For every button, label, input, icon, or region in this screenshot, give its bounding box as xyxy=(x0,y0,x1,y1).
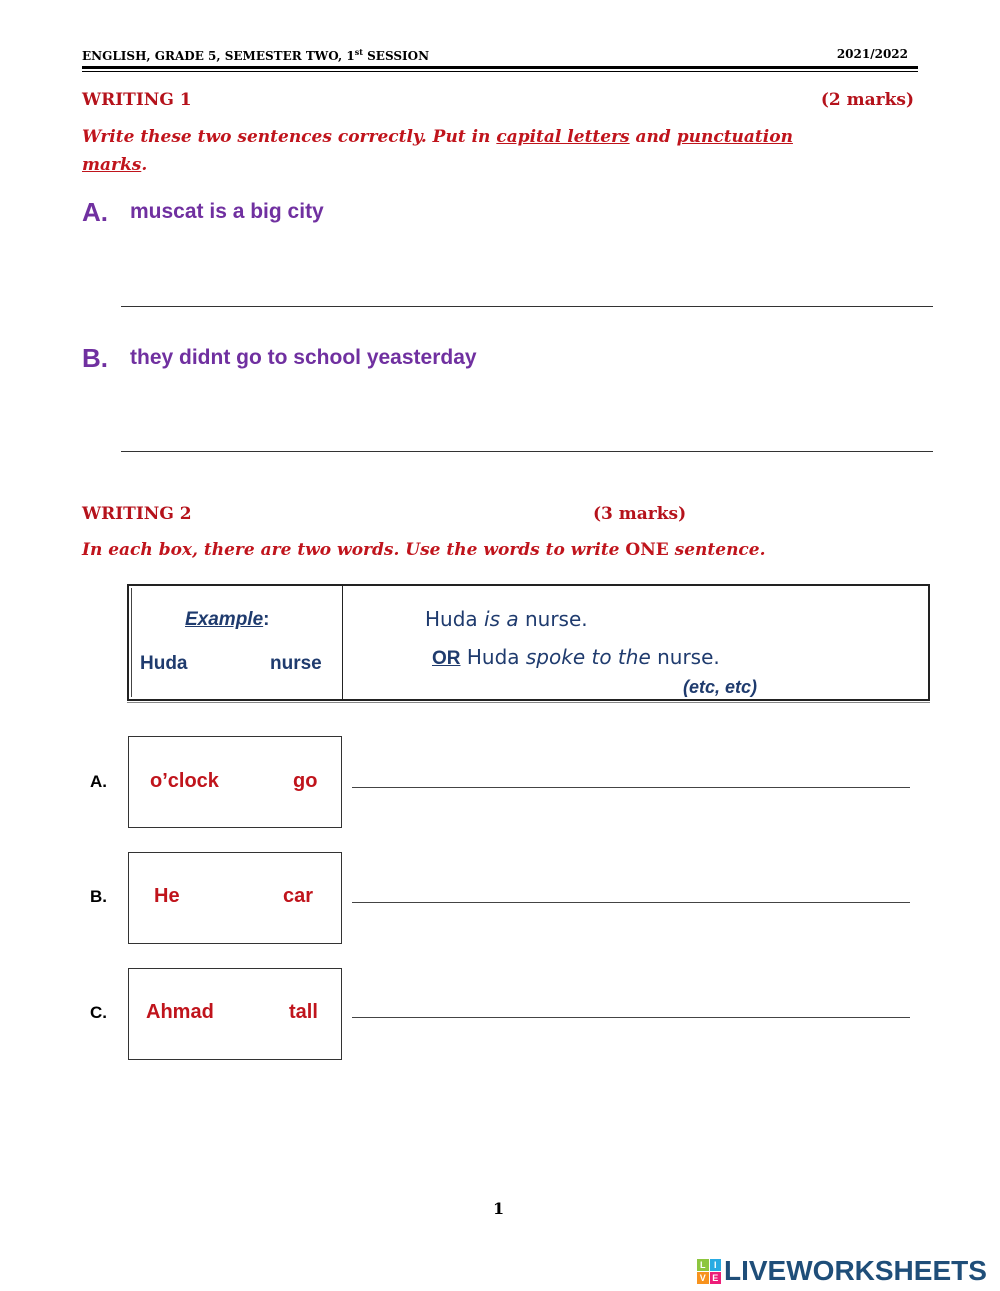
example-word2: nurse xyxy=(270,653,322,674)
question-c-letter: C. xyxy=(90,1003,107,1022)
example-word1: Huda xyxy=(140,653,188,674)
item-a-letter: A. xyxy=(82,197,108,227)
example-label: Example: xyxy=(185,609,270,630)
item-a-sentence: muscat is a big city xyxy=(130,200,324,223)
item-b-sentence: they didnt go to school yeasterday xyxy=(130,346,477,369)
question-c-word2: tall xyxy=(289,1001,318,1023)
question-b-answer-line[interactable] xyxy=(352,902,910,903)
example-divider xyxy=(342,584,343,701)
writing1-title: WRITING 1 xyxy=(82,90,192,110)
logo-tile-e: E xyxy=(710,1272,722,1284)
liveworksheets-logo[interactable] xyxy=(697,1255,987,1287)
header-rule-thin xyxy=(82,71,918,72)
writing2-marks: (3 marks) xyxy=(593,504,687,524)
logo-text: LIVEWORKSHEETS xyxy=(724,1255,987,1286)
question-b-word1: He xyxy=(154,885,180,907)
question-c-word1: Ahmad xyxy=(146,1001,214,1023)
question-b-letter: B. xyxy=(90,887,107,906)
logo-tile-v: V xyxy=(697,1272,709,1284)
item-a-answer-line[interactable] xyxy=(121,306,933,307)
example-sentence-2: OR Huda spoke to the nurse. xyxy=(432,645,720,669)
writing2-instruction: In each box, there are two words. Use the words to write ONE sentence. xyxy=(82,540,766,560)
header-subject: ENGLISH, GRADE 5, SEMESTER TWO, 1st SESSION xyxy=(82,47,430,63)
example-bottom-shadow xyxy=(127,702,930,703)
item-b-letter: B. xyxy=(82,343,108,373)
item-b-answer-line[interactable] xyxy=(121,451,933,452)
example-table xyxy=(127,584,930,701)
question-a-answer-line[interactable] xyxy=(352,787,910,788)
question-a-word1: o’clock xyxy=(150,770,219,792)
example-etc: (etc, etc) xyxy=(683,677,758,697)
question-b-word2: car xyxy=(283,885,314,907)
question-a-word2: go xyxy=(293,770,318,792)
writing2-title: WRITING 2 xyxy=(82,504,192,524)
logo-tile-i: I xyxy=(710,1259,722,1271)
writing1-instruction: Write these two sentences correctly. Put in capital letters and punctuation marks. xyxy=(82,127,793,175)
writing1-marks: (2 marks) xyxy=(820,90,914,110)
header-rule xyxy=(82,66,918,69)
logo-tile-l: L xyxy=(697,1259,709,1271)
header-year: 2021/2022 xyxy=(836,47,908,61)
example-sentence-1: Huda is a nurse. xyxy=(425,607,588,631)
question-a-letter: A. xyxy=(90,772,107,791)
page-number: 1 xyxy=(493,1199,505,1218)
logo-grid-icon xyxy=(697,1259,721,1283)
question-c-answer-line[interactable] xyxy=(352,1017,910,1018)
